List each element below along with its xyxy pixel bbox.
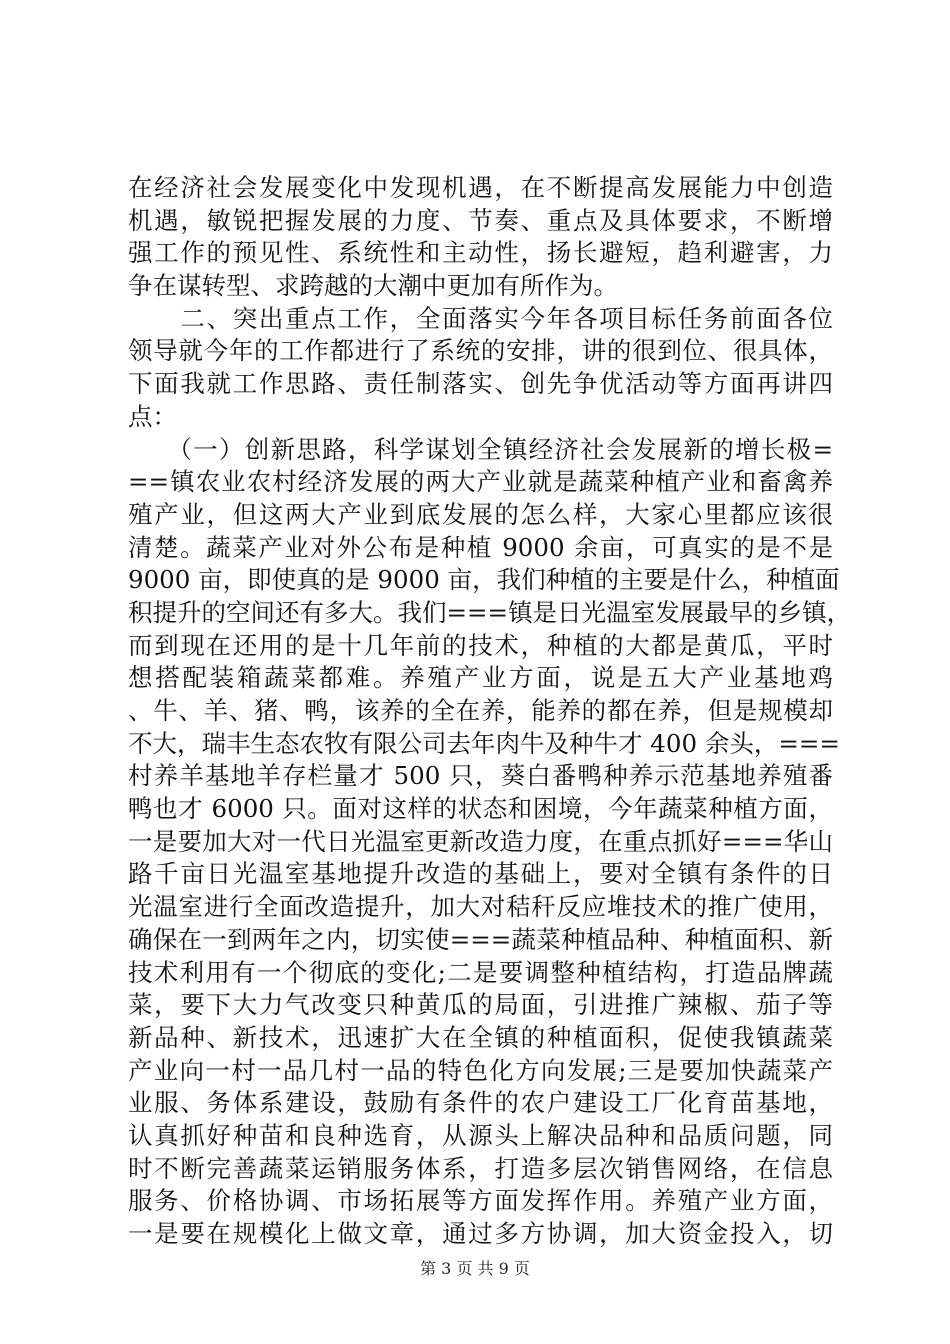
- text-line: ==镇农业农村经济发展的两大产业就是蔬菜种植产业和畜禽养: [128, 467, 833, 497]
- text-line: 一是要加大对一代日光温室更新改造力度，在重点抓好===华山: [128, 826, 833, 856]
- document-body: [128, 172, 852, 1251]
- text-line: 积提升的空间还有多大。我们===镇是日光温室发展最早的乡镇，: [128, 597, 852, 627]
- text-line: 路千亩日光温室基地提升改造的基础上，要对全镇有条件的日: [128, 859, 833, 889]
- text-line: 鸭也才 6000 只。面对这样的状态和困境，今年蔬菜种植方面，: [128, 794, 833, 824]
- text-line: （一）创新思路，科学谋划全镇经济社会发展新的增长极=: [128, 434, 833, 464]
- text-line: 机遇，敏锐把握发展的力度、节奏、重点及具体要求，不断增: [128, 205, 833, 235]
- text-line: 下面我就工作思路、责任制落实、创先争优活动等方面再讲四: [128, 369, 833, 399]
- text-line: 产业向一村一品几村一品的特色化方向发展;三是要加快蔬菜产: [128, 1055, 833, 1085]
- text-line: 而到现在还用的是十几年前的技术，种植的大都是黄瓜，平时: [128, 630, 833, 660]
- text-line: 领导就今年的工作都进行了系统的安排，讲的很到位、很具体，: [128, 336, 833, 366]
- text-line: 时不断完善蔬菜运销服务体系，打造多层次销售网络，在信息: [128, 1153, 833, 1183]
- text-line: 村养羊基地羊存栏量才 500 只，葵白番鸭种养示范基地养殖番: [128, 761, 833, 791]
- text-line: 想搭配装箱蔬菜都难。养殖产业方面，说是五大产业基地鸡: [128, 663, 833, 693]
- text-line: 新品种、新技术，迅速扩大在全镇的种植面积，促使我镇蔬菜: [128, 1022, 833, 1052]
- text-line: 一是要在规模化上做文章，通过多方协调，加大资金投入，切: [128, 1219, 833, 1248]
- text-line: 技术利用有一个彻底的变化;二是要调整种植结构，打造品牌蔬: [128, 957, 833, 987]
- text-line: 菜，要下大力气改变只种黄瓜的局面，引进推广辣椒、茄子等: [128, 990, 833, 1020]
- text-line: 光温室进行全面改造提升，加大对秸秆反应堆技术的推广使用，: [128, 892, 833, 922]
- text-line: 清楚。蔬菜产业对外公布是种植 9000 余亩，可真实的是不是: [128, 532, 833, 562]
- text-line: 不大，瑞丰生态农牧有限公司去年肉牛及种牛才 400 余头，===: [128, 728, 840, 758]
- text-line: 争在谋转型、求跨越的大潮中更加有所作为。: [128, 271, 618, 301]
- text-line: 强工作的预见性、系统性和主动性，扬长避短，趋利避害，力: [128, 238, 833, 268]
- text-line: 点：: [128, 401, 177, 431]
- text-line: 二、突出重点工作，全面落实今年各项目标任务前面各位: [128, 303, 833, 333]
- text-line: 认真抓好种苗和良种选育，从源头上解决品种和品质问题，同: [128, 1120, 833, 1150]
- text-line: 业服、务体系建设，鼓励有条件的农户建设工厂化育苗基地，: [128, 1088, 833, 1118]
- text-line: 、牛、羊、猪、鸭，该养的全在养，能养的都在养，但是规模却: [128, 696, 833, 725]
- text-line: 殖产业，但这两大产业到底发展的怎么样，大家心里都应该很: [128, 499, 833, 529]
- text-line: 服务、价格协调、市场拓展等方面发挥作用。养殖产业方面，: [128, 1186, 833, 1216]
- text-line: 在经济社会发展变化中发现机遇，在不断提高发展能力中创造: [128, 173, 833, 202]
- text-line: 9000 亩，即使真的是 9000 亩，我们种植的主要是什么，种植面: [128, 565, 840, 595]
- text-line: 确保在一到两年之内，切实使===蔬菜种植品种、种植面积、新: [128, 924, 833, 954]
- page-footer: 第 3 页 共 9 页: [420, 1259, 530, 1278]
